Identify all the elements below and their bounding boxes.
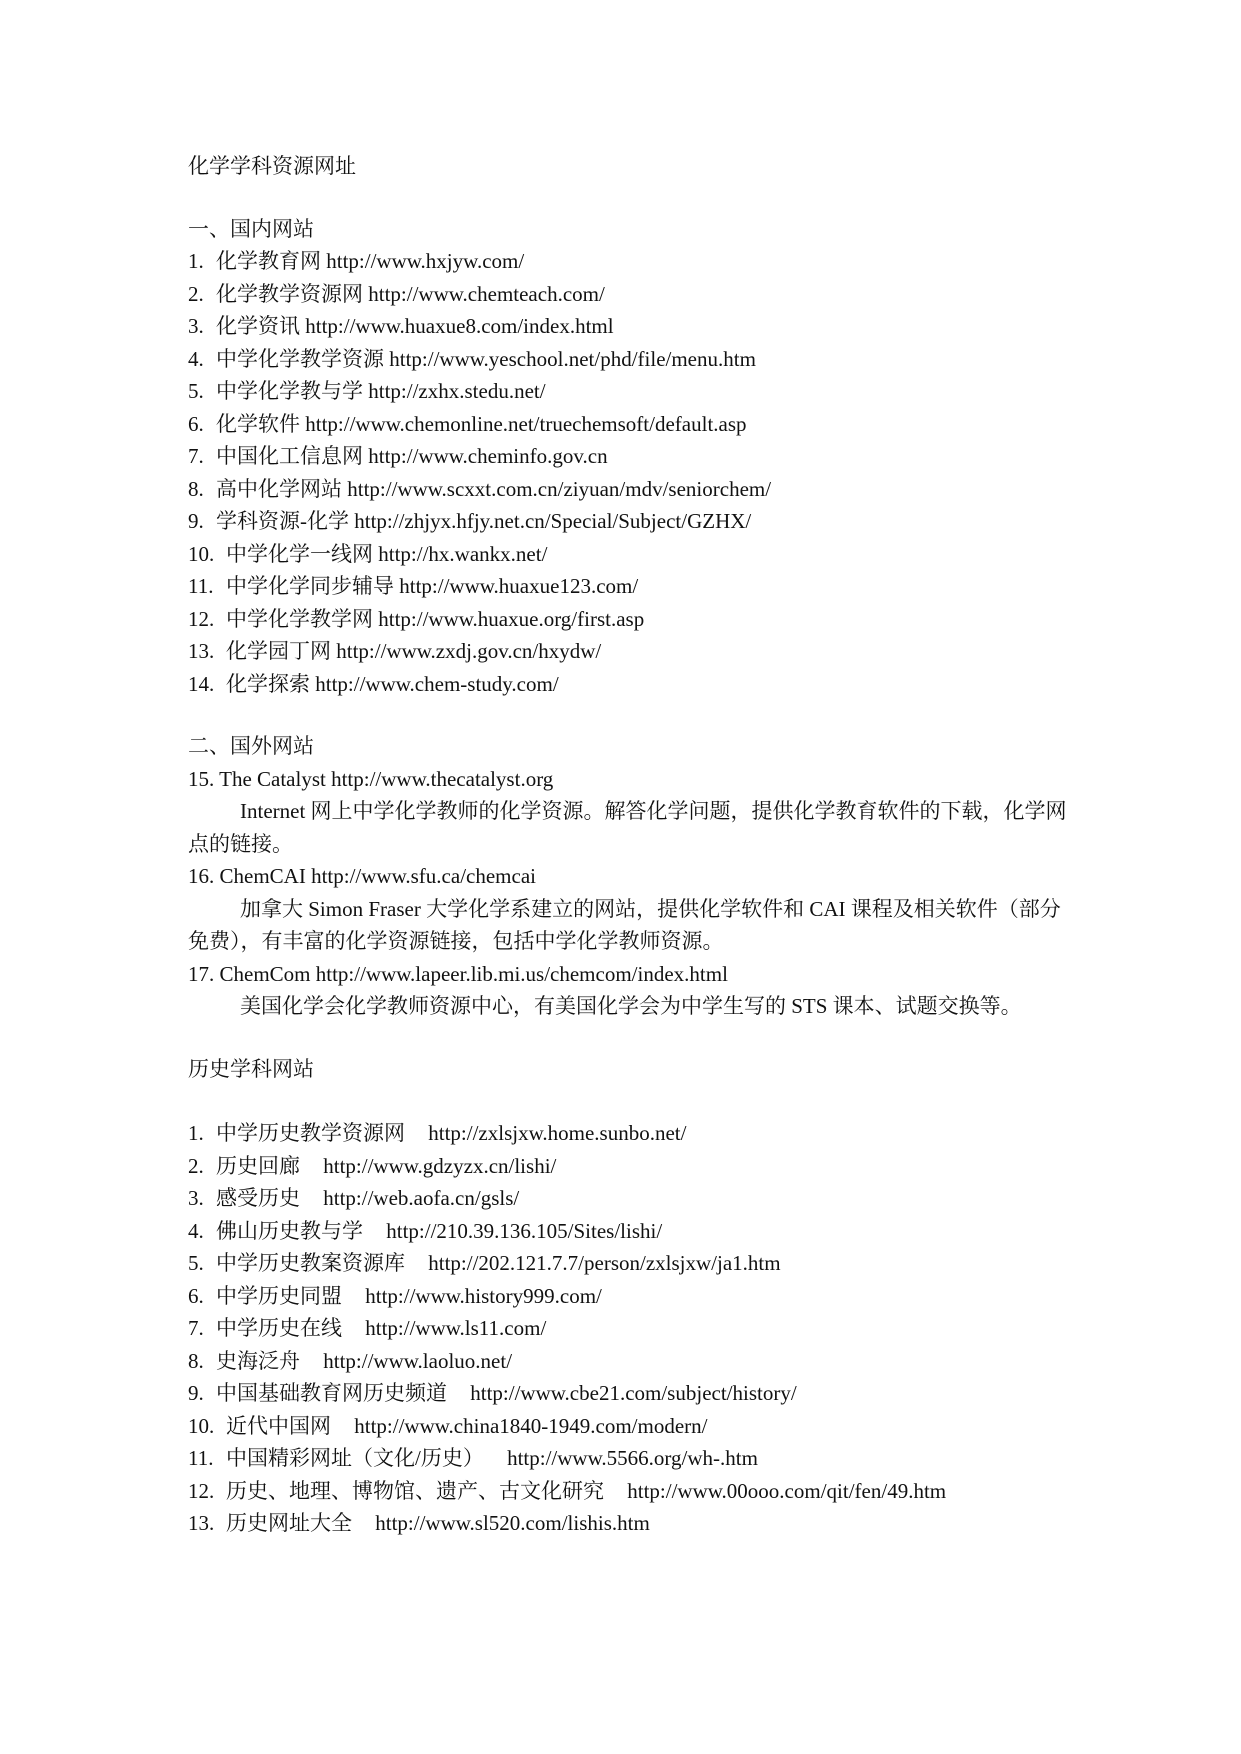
item-number: 2. xyxy=(188,1153,204,1178)
list-item xyxy=(188,1410,1068,1443)
site-name: 化学教育网 xyxy=(216,249,321,273)
foreign-link-list xyxy=(188,763,1068,1023)
item-number: 10. xyxy=(188,1413,215,1438)
list-item xyxy=(188,1442,1068,1475)
item-number: 11. xyxy=(188,1446,214,1470)
domestic-link-list xyxy=(188,245,1068,700)
item-number: 9. xyxy=(188,1381,204,1405)
foreign-heading: 二、国外网站 xyxy=(188,734,314,758)
list-item xyxy=(188,1377,1068,1410)
site-url[interactable]: http://www.chemteach.com/ xyxy=(368,281,605,306)
site-url[interactable]: http://www.cbe21.com/subject/history/ xyxy=(470,1381,797,1405)
site-name: 近代中国网 xyxy=(226,1413,331,1438)
item-number: 5. xyxy=(188,1251,204,1275)
site-url[interactable]: http://zxlsjxw.home.sunbo.net/ xyxy=(428,1121,687,1145)
list-item xyxy=(188,1475,1068,1508)
foreign-site-description: 加拿大 Simon Fraser 大学化学系建立的网站，提供化学软件和 CAI 课程及相关软件（部分免费），有丰富的化学资源链接，包括中学化学教师资源。 xyxy=(188,896,1061,953)
item-number: 10. xyxy=(188,541,215,566)
site-name: 历史回廊 xyxy=(216,1153,300,1178)
site-name: 学科资源-化学 xyxy=(216,509,349,533)
site-name: 中学历史在线 xyxy=(216,1316,342,1340)
history-link-list xyxy=(188,1117,1068,1540)
item-number: 4. xyxy=(188,346,204,371)
list-item xyxy=(188,1507,1068,1540)
site-name: 化学教学资源网 xyxy=(216,281,363,306)
site-name: 化学资讯 xyxy=(216,314,300,338)
site-url[interactable]: http://www.cheminfo.gov.cn xyxy=(368,444,608,468)
list-item xyxy=(188,1345,1068,1378)
item-number: 3. xyxy=(188,1186,204,1210)
site-url[interactable]: http://zhjyx.hfjy.net.cn/Special/Subject/GZHX/ xyxy=(354,509,752,533)
site-url[interactable]: http://hx.wankx.net/ xyxy=(378,541,548,566)
site-url[interactable]: http://www.yeschool.net/phd/file/menu.htm xyxy=(389,346,756,371)
site-url[interactable]: http://www.history999.com/ xyxy=(365,1283,602,1308)
site-name: 中国基础教育网历史频道 xyxy=(216,1381,447,1405)
document-title: 化学学科资源网址 xyxy=(188,154,356,178)
site-name: 中国精彩网址（文化/历史） xyxy=(226,1446,484,1470)
site-name: 中学历史教学资源网 xyxy=(216,1121,405,1145)
list-item xyxy=(188,375,1068,408)
site-name: 中学化学一线网 xyxy=(226,541,373,566)
list-item xyxy=(188,538,1068,571)
item-number: 5. xyxy=(188,379,204,403)
foreign-site-line[interactable]: 15. The Catalyst http://www.thecatalyst.org xyxy=(188,766,554,791)
item-number: 1. xyxy=(188,249,204,273)
item-number: 8. xyxy=(188,476,204,501)
domestic-heading: 一、国内网站 xyxy=(188,216,314,241)
site-url[interactable]: http://www.5566.org/wh-.htm xyxy=(507,1446,758,1470)
site-url[interactable]: http://www.zxdj.gov.cn/hxydw/ xyxy=(336,639,602,663)
list-item xyxy=(188,1182,1068,1215)
foreign-site-description: Internet 网上中学化学教师的化学资源。解答化学问题，提供化学教育软件的下载，化学网点的链接。 xyxy=(188,799,1067,856)
site-name: 感受历史 xyxy=(216,1186,300,1210)
site-name: 化学软件 xyxy=(216,411,300,436)
list-item xyxy=(188,570,1068,603)
list-item xyxy=(188,505,1068,538)
foreign-section xyxy=(188,730,1068,1023)
site-url[interactable]: http://www.laoluo.net/ xyxy=(323,1348,513,1373)
foreign-site-description: 美国化学会化学教师资源中心，有美国化学会为中学生写的 STS 课本、试题交换等。 xyxy=(240,994,1022,1018)
domestic-section xyxy=(188,213,1068,701)
site-name: 史海泛舟 xyxy=(216,1348,300,1373)
item-number: 7. xyxy=(188,444,204,468)
site-name: 化学探索 xyxy=(226,671,316,696)
list-item xyxy=(188,1117,1068,1150)
site-url[interactable]: http://www.sl520.com/lishis.htm xyxy=(375,1511,650,1535)
site-url[interactable]: http://www.huaxue8.com/index.html xyxy=(305,314,614,338)
site-url[interactable]: http://www.scxxt.com.cn/ziyuan/mdv/seniorchem/ xyxy=(347,476,772,501)
site-url[interactable]: http://210.39.136.105/Sites/lishi/ xyxy=(386,1218,663,1243)
site-name: 中学历史同盟 xyxy=(216,1283,342,1308)
item-number: 14. xyxy=(188,671,215,696)
list-item xyxy=(188,343,1068,376)
site-url[interactable]: http://www.huaxue.org/first.asp xyxy=(378,606,645,631)
site-name: 历史、地理、博物馆、遗产、古文化研究 xyxy=(226,1478,604,1503)
list-item xyxy=(188,1280,1068,1313)
list-item xyxy=(188,473,1068,506)
site-url[interactable]: http://202.121.7.7/person/zxlsjxw/ja1.htm xyxy=(428,1251,781,1275)
list-item xyxy=(188,408,1068,441)
site-url[interactable]: http://www.hxjyw.com/ xyxy=(326,249,525,273)
list-item xyxy=(188,1312,1068,1345)
list-item xyxy=(188,603,1068,636)
site-name: 中学化学教学网 xyxy=(226,606,373,631)
item-number: 12. xyxy=(188,606,215,631)
list-item xyxy=(188,1150,1068,1183)
list-item xyxy=(188,278,1068,311)
site-name: 化学园丁网 xyxy=(226,639,331,663)
list-item xyxy=(188,635,1068,668)
list-item xyxy=(188,440,1068,473)
item-number: 6. xyxy=(188,1283,204,1308)
item-number: 6. xyxy=(188,411,204,436)
site-url[interactable]: http://www.huaxue123.com/ xyxy=(399,574,639,598)
list-item xyxy=(188,1215,1068,1248)
item-number: 13. xyxy=(188,639,215,663)
list-item xyxy=(188,310,1068,343)
site-name: 高中化学网站 xyxy=(216,476,342,501)
item-number: 13. xyxy=(188,1511,215,1535)
list-item xyxy=(188,245,1068,278)
history-section xyxy=(188,1053,1068,1540)
item-number: 9. xyxy=(188,509,204,533)
item-number: 1. xyxy=(188,1121,204,1145)
item-number: 7. xyxy=(188,1316,204,1340)
site-url[interactable]: http://www.chem-study.com/ xyxy=(315,671,559,696)
site-url[interactable]: http://www.gdzyzx.cn/lishi/ xyxy=(323,1153,557,1178)
site-name: 佛山历史教与学 xyxy=(216,1218,363,1243)
site-url[interactable]: http://www.ls11.com/ xyxy=(365,1316,547,1340)
item-number: 2. xyxy=(188,281,204,306)
site-name: 中学化学教学资源 xyxy=(216,346,384,371)
list-item xyxy=(188,668,1068,701)
site-url[interactable]: http://www.china1840-1949.com/modern/ xyxy=(354,1413,708,1438)
foreign-site-line[interactable]: 16. ChemCAI http://www.sfu.ca/chemcai xyxy=(188,864,536,888)
site-name: 中国化工信息网 xyxy=(216,444,363,468)
document-content xyxy=(188,150,1068,1570)
site-url[interactable]: http://zxhx.stedu.net/ xyxy=(368,379,546,403)
foreign-site-line[interactable]: 17. ChemCom http://www.lapeer.lib.mi.us/chemcom/index.html xyxy=(188,961,728,986)
site-url[interactable]: http://www.00ooo.com/qit/fen/49.htm xyxy=(627,1478,947,1503)
site-url[interactable]: http://web.aofa.cn/gsls/ xyxy=(323,1186,520,1210)
item-number: 8. xyxy=(188,1348,204,1373)
site-name: 中学历史教案资源库 xyxy=(216,1251,405,1275)
list-item xyxy=(188,1247,1068,1280)
item-number: 3. xyxy=(188,314,204,338)
site-name: 历史网址大全 xyxy=(226,1511,352,1535)
site-name: 中学化学同步辅导 xyxy=(226,574,394,598)
site-name: 中学化学教与学 xyxy=(216,379,363,403)
history-heading: 历史学科网站 xyxy=(188,1056,314,1081)
item-number: 4. xyxy=(188,1218,204,1243)
item-number: 12. xyxy=(188,1478,215,1503)
item-number: 11. xyxy=(188,574,214,598)
site-url[interactable]: http://www.chemonline.net/truechemsoft/default.asp xyxy=(305,411,747,436)
